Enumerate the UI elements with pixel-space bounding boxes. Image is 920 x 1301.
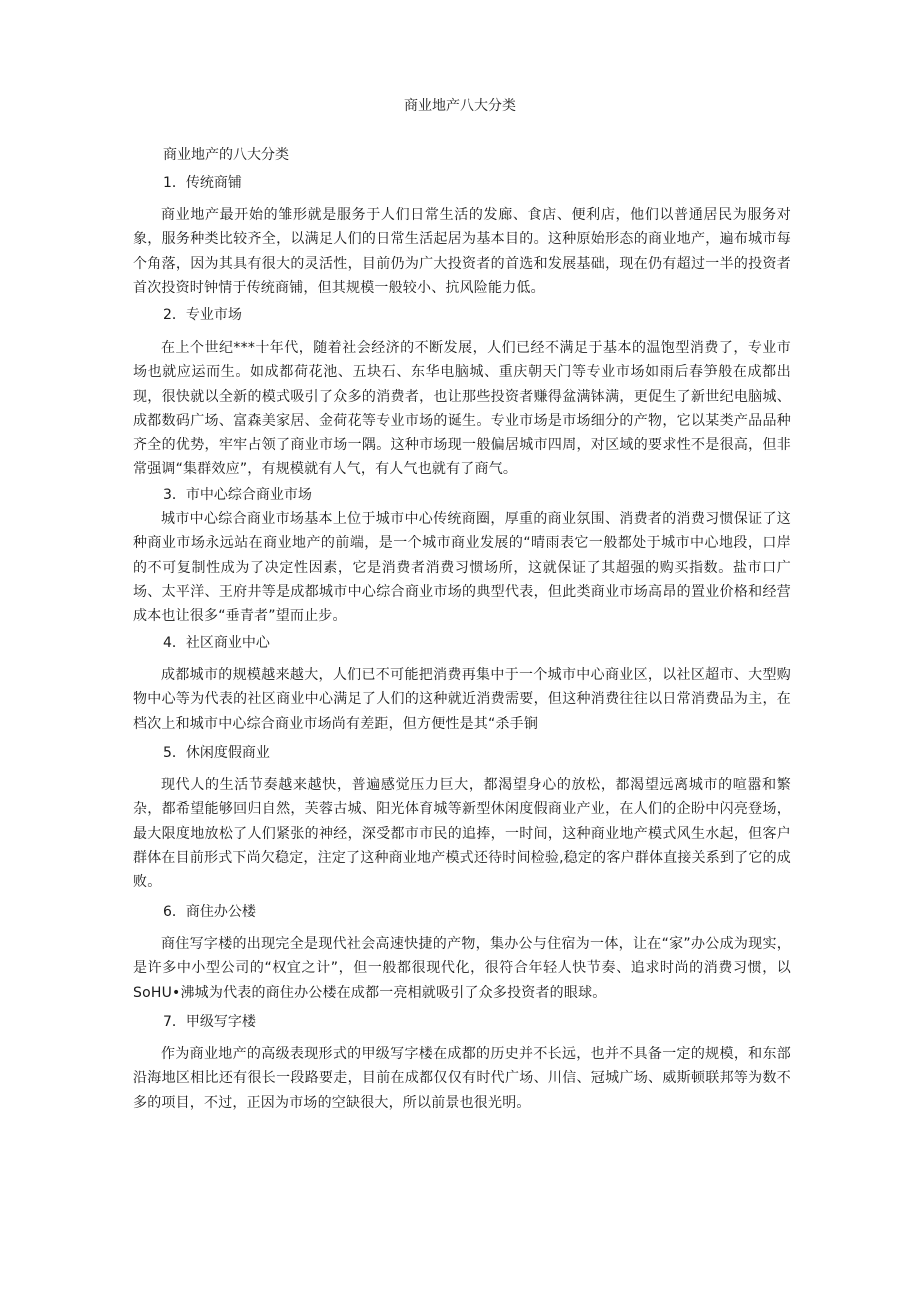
section-body-grade-a-office: 作为商业地产的高级表现形式的甲级写字楼在成都的历史并不长远，也并不具备一定的规模，和东部沿海地区相比还有很长一段路要走，目前在成都仅仅有时代广场、川信、冠城广场、威斯顿联邦等为数不多的项目，不过，正因为市场的空缺很大，所以前景也很光明。	[133, 1046, 791, 1111]
section-body-leisure-resort: 现代人的生活节奏越来越快，普遍感觉压力巨大，都渴望身心的放松，都渴望远离城市的喧嚣和繁杂，都希望能够回归自然，芙蓉古城、阳光体育城等新型休闲度假商业产业，在人们的企盼中闪亮登场，最大限度地放松了人们紧张的神经，深受都市市民的追捧，一时间，这种商业地产模式风生水起，但客户群体在目前形式下尚欠稳定，注定了这种商业地产模式还待时间检验,稳定的客户群体直接关系到了它的成败。	[133, 777, 791, 891]
document-subtitle: 商业地产的八大分类	[163, 147, 289, 163]
section-heading-specialty-market: 2．专业市场	[163, 307, 242, 323]
section-body-commercial-residential-office: 商住写字楼的出现完全是现代社会高速快捷的产物，集办公与住宿为一体，让在“家”办公成为现实，是许多中小型公司的“权宜之计”，但一般都很现代化，很符合年轻人快节奏、追求时尚的消费习惯，以SoHU•沸城为代表的商住办公楼在成都一亮相就吸引了众多投资者的眼球。	[133, 936, 791, 1001]
section-body-specialty-market: 在上个世纪***十年代，随着社会经济的不断发展，人们已经不满足于基本的温饱型消费了，专业市场也就应运而生。如成都荷花池、五块石、东华电脑城、重庆朝天门等专业市场如雨后春笋般在成都出现，很快就以全新的模式吸引了众多的消费者，也让那些投资者赚得盆满钵满，更促生了新世纪电脑城、成都数码广场、富森美家居、金荷花等专业市场的诞生。专业市场是市场细分的产物，它以某类产品品种齐全的优势，牢牢占领了商业市场一隅。这种市场现一般偏居城市四周，对区域的要求性不是很高，但非常强调“集群效应”，有规模就有人气，有人气也就有了商气。	[133, 340, 791, 478]
section-heading-community-center: 4．社区商业中心	[163, 635, 270, 651]
section-body-community-center: 成都城市的规模越来越大，人们已不可能把消费再集中于一个城市中心商业区，以社区超市、大型购物中心等为代表的社区商业中心满足了人们的这种就近消费需要，但这种消费往往以日常消费品为主，在档次上和城市中心综合商业市场尚有差距，但方便性是其“杀手锏	[133, 667, 791, 732]
page-title: 商业地产八大分类	[404, 98, 516, 114]
section-heading-traditional-shops: 1．传统商铺	[163, 175, 242, 191]
section-body-traditional-shops: 商业地产最开始的雏形就是服务于人们日常生活的发廊、食店、便利店，他们以普通居民为服务对象，服务种类比较齐全，以满足人们的日常生活起居为基本目的。这种原始形态的商业地产，遍布城市每个角落，因为其具有很大的灵活性，目前仍为广大投资者的首选和发展基础，现在仍有超过一半的投资者首次投资时钟情于传统商铺，但其规模一般较小、抗风险能力低。	[133, 207, 791, 296]
section-heading-grade-a-office: 7．甲级写字楼	[163, 1014, 256, 1030]
section-body-downtown-market: 城市中心综合商业市场基本上位于城市中心传统商圈，厚重的商业氛围、消费者的消费习惯保证了这种商业市场永远站在商业地产的前端，是一个城市商业发展的“晴雨表它一般都处于城市中心地段，口岸的不可复制性成为了决定性因素，它是消费者消费习惯场所，这就保证了其超强的购买指数。盐市口广场、太平洋、王府井等是成都城市中心综合商业市场的典型代表，但此类商业市场高昂的置业价格和经营成本也让很多“垂青者”望而止步。	[133, 511, 791, 625]
section-heading-leisure-resort: 5．休闲度假商业	[163, 745, 270, 761]
section-heading-downtown-market: 3．市中心综合商业市场	[163, 487, 312, 503]
section-heading-commercial-residential-office: 6．商住办公楼	[163, 904, 256, 920]
